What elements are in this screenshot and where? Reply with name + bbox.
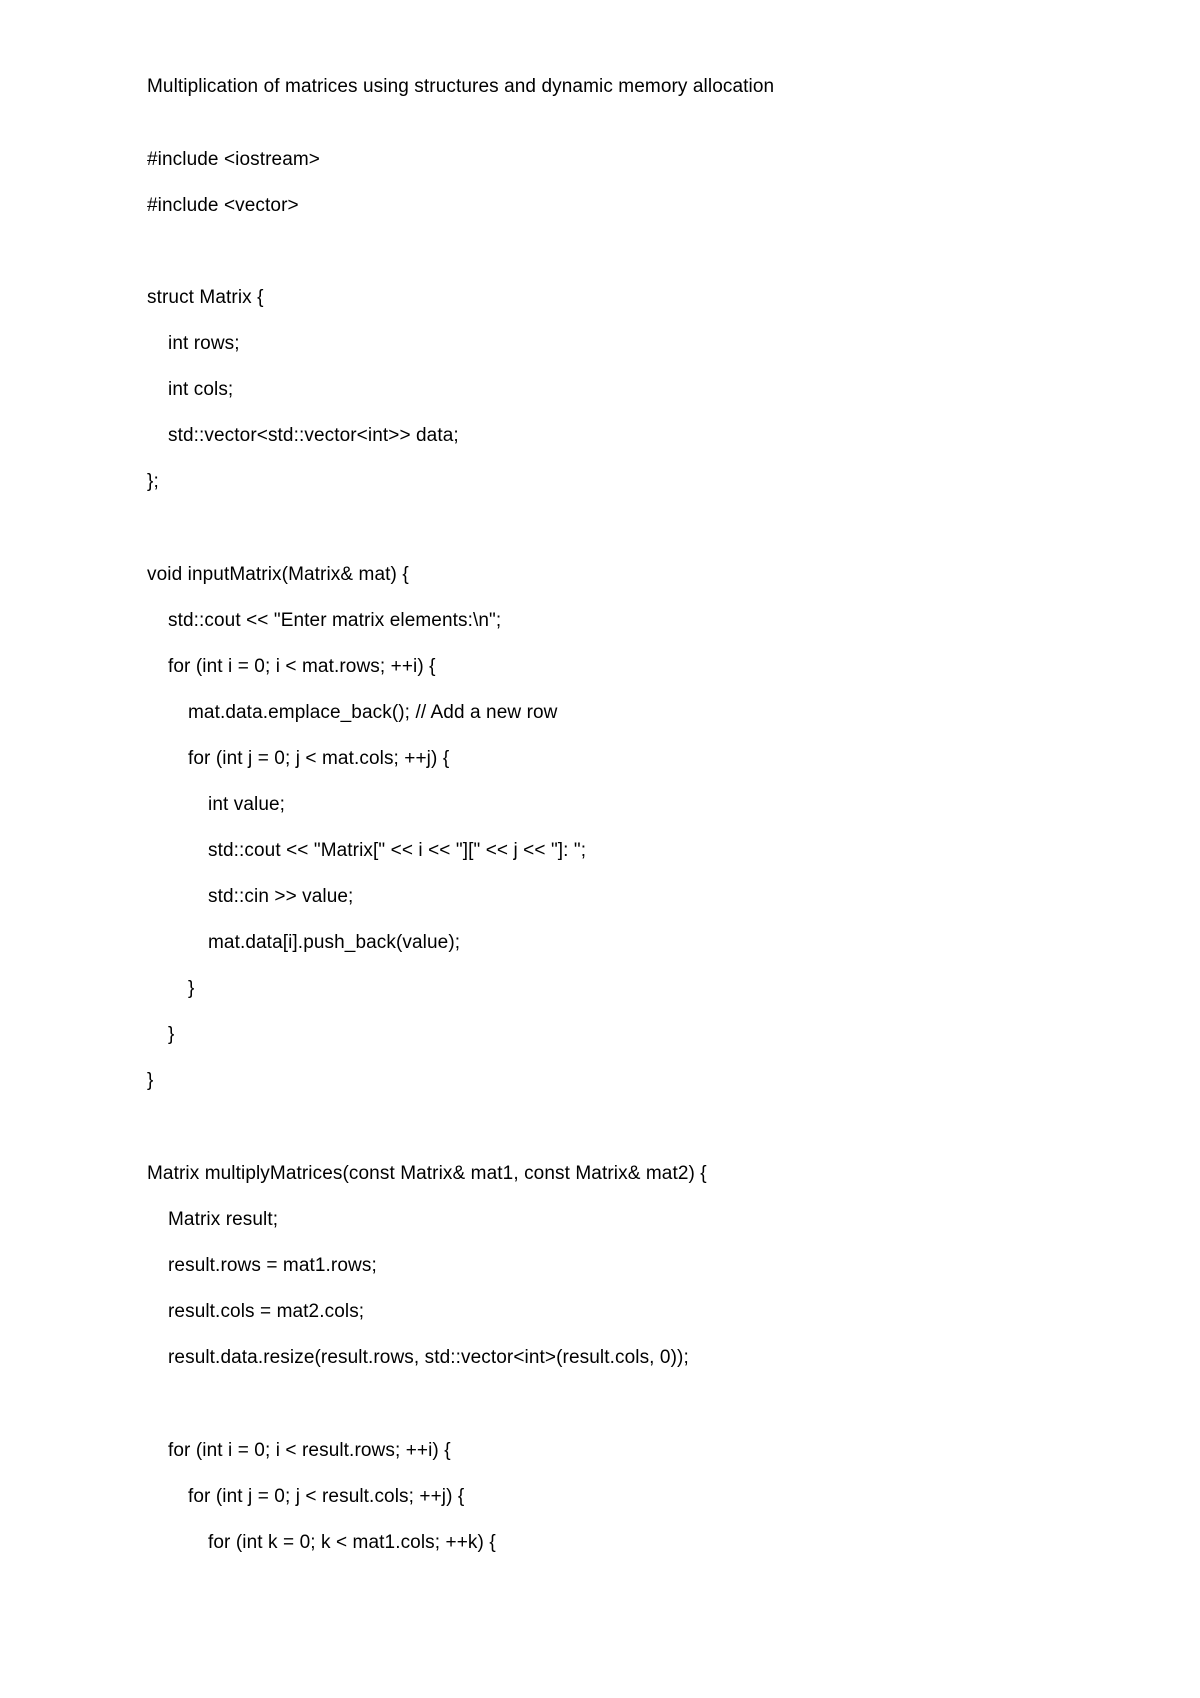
code-line: Matrix result; bbox=[168, 1209, 279, 1230]
code-line: std::vector<std::vector<int>> data; bbox=[168, 425, 459, 446]
code-line: int rows; bbox=[168, 333, 240, 354]
document-title: Multiplication of matrices using structures and dynamic memory allocation bbox=[147, 76, 775, 97]
code-line: for (int j = 0; j < result.cols; ++j) { bbox=[188, 1486, 465, 1507]
code-line: std::cout << "Matrix[" << i << "][" << j << "]: "; bbox=[208, 840, 587, 861]
code-line: } bbox=[147, 1070, 154, 1091]
code-line: #include <vector> bbox=[147, 195, 299, 216]
code-line: }; bbox=[147, 471, 159, 492]
code-line: for (int j = 0; j < mat.cols; ++j) { bbox=[188, 748, 450, 769]
code-line: #include <iostream> bbox=[147, 149, 321, 170]
code-line: struct Matrix { bbox=[147, 287, 264, 308]
code-line: } bbox=[168, 1024, 175, 1045]
code-line: for (int k = 0; k < mat1.cols; ++k) { bbox=[208, 1532, 496, 1553]
code-line: std::cin >> value; bbox=[208, 886, 354, 907]
code-line: std::cout << "Enter matrix elements:\n"; bbox=[168, 610, 502, 631]
code-line: int cols; bbox=[168, 379, 234, 400]
code-line: Matrix multiplyMatrices(const Matrix& mat1, const Matrix& mat2) { bbox=[147, 1163, 707, 1184]
code-line: result.data.resize(result.rows, std::vector<int>(result.cols, 0)); bbox=[168, 1347, 689, 1368]
code-line: for (int i = 0; i < mat.rows; ++i) { bbox=[168, 656, 436, 677]
code-line: result.rows = mat1.rows; bbox=[168, 1255, 377, 1276]
code-line: } bbox=[188, 978, 195, 999]
code-line: int value; bbox=[208, 794, 286, 815]
code-line: mat.data.emplace_back(); // Add a new row bbox=[188, 702, 558, 723]
code-line: mat.data[i].push_back(value); bbox=[208, 932, 461, 953]
code-line: for (int i = 0; i < result.rows; ++i) { bbox=[168, 1440, 451, 1461]
code-line: result.cols = mat2.cols; bbox=[168, 1301, 365, 1322]
code-line: void inputMatrix(Matrix& mat) { bbox=[147, 564, 409, 585]
